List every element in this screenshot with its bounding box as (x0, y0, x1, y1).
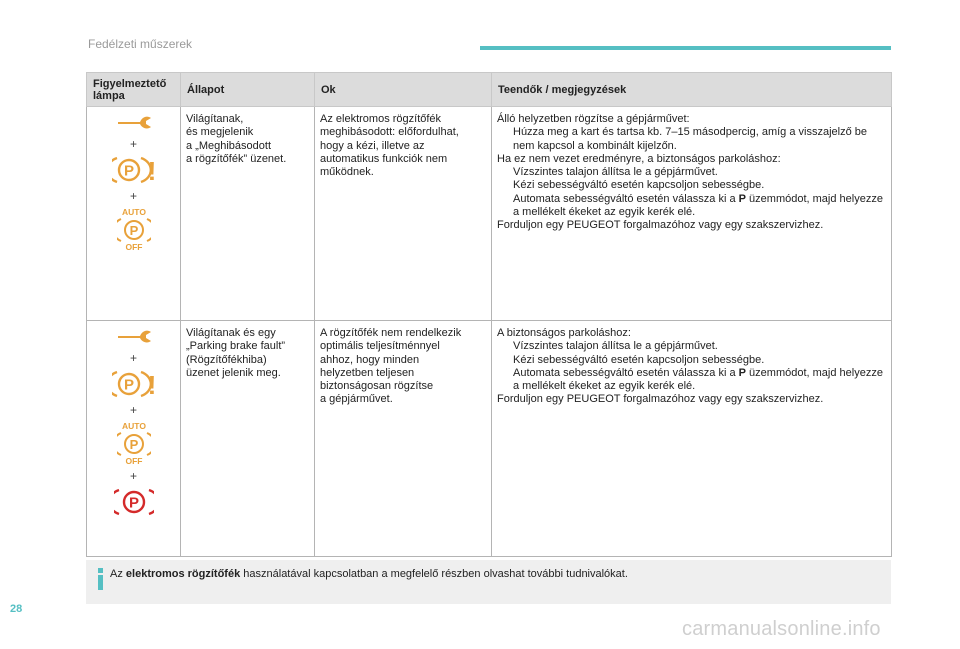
text-line: optimális teljesítménnyel (320, 340, 440, 353)
text-line: Világítanak, (186, 113, 244, 125)
bullet-text: Kézi sebességváltó esetén kapcsoljon sebességbe. (513, 353, 765, 366)
text-line: Forduljon egy PEUGEOT forgalmazóhoz vagy egy szakszervizhez. (497, 393, 824, 406)
text-line: biztonságosan rögzítse (320, 380, 434, 393)
actions-cell (492, 321, 892, 557)
off-label: OFF (125, 456, 142, 465)
text-line: A biztonságos parkoláshoz: (497, 327, 631, 339)
bullet-item (497, 166, 886, 179)
column-header-actions: Teendők / megjegyzések (492, 73, 892, 107)
column-header-state: Állapot (181, 73, 315, 107)
bullet-text: Automata sebességváltó esetén válassza ki a P üzemmódot, majd helyezze a mellékelt ékeket az egyik kerék elé. (513, 192, 883, 219)
cause-cell (315, 321, 492, 557)
p-letter: P (128, 494, 139, 512)
table-row (87, 321, 892, 557)
bullet-text: Vízszintes talajon állítsa le a gépjárművet. (513, 166, 718, 179)
text-line: „Parking brake fault” (186, 340, 286, 353)
info-note-text: Az elektromos rögzítőfék használatával kapcsolatban a megfelelő részben olvashat további tudnivalókat. (110, 568, 628, 580)
info-icon (96, 568, 106, 590)
gear-p-bold: P (738, 366, 746, 379)
text-line: Az elektromos rögzítőfék (320, 113, 442, 125)
actions-cell (492, 107, 892, 321)
text-line: üzenet jelenik meg. (186, 366, 281, 379)
text-line: automatikus funkciók nem (320, 152, 448, 165)
bullet-item (497, 193, 886, 220)
state-cell (181, 107, 315, 321)
text-line: Világítanak és egy (186, 327, 276, 339)
parking-brake-fault-icon (112, 369, 156, 399)
p-letter: P (129, 437, 138, 452)
info-note-box (86, 560, 891, 604)
exclamation-mark: ! (147, 370, 156, 399)
text-line: Ha ez nem vezet eredményre, a biztonságos parkoláshoz: (497, 152, 781, 165)
text-line: működnek. (320, 166, 374, 179)
text-line: meghibásodott: előfordulhat, (320, 126, 459, 139)
warning-lamp-table (86, 72, 892, 557)
p-letter: P (123, 376, 134, 394)
wrench-icon (116, 327, 152, 347)
auto-off-icon (117, 207, 151, 251)
header-accent-bar (480, 46, 891, 50)
bullet-text: Automata sebességváltó esetén válassza ki a P üzemmódot, majd helyezze a mellékelt ékeket az egyik kerék elé. (513, 366, 883, 393)
bullet-item (497, 126, 886, 153)
off-label: OFF (125, 242, 142, 251)
bullet-item (497, 340, 886, 353)
exclamation-mark: ! (147, 156, 156, 185)
watermark: carmanualsonline.info (682, 618, 881, 640)
parking-brake-red-icon (114, 487, 154, 517)
text-line: a rögzítőfék” üzenet. (186, 152, 287, 165)
text-line: helyzetben teljesen (320, 366, 415, 379)
page-number: 28 (10, 603, 23, 615)
bullet-text: Kézi sebességváltó esetén kapcsoljon sebességbe. (513, 179, 765, 192)
plus-sign: + (129, 351, 137, 365)
bullet-item (497, 354, 886, 367)
text-line: (Rögzítőfékhiba) (186, 353, 267, 366)
bullet-text: Vízszintes talajon állítsa le a gépjárművet. (513, 340, 718, 353)
cause-cell (315, 107, 492, 321)
text-line: hogy a kézi, illetve az (320, 139, 425, 152)
text-line: Forduljon egy PEUGEOT forgalmazóhoz vagy egy szakszervizhez. (497, 219, 824, 232)
wrench-icon (116, 113, 152, 133)
bullet-item (497, 367, 886, 394)
text-line: A rögzítőfék nem rendelkezik (320, 327, 462, 339)
column-header-cause: Ok (315, 73, 492, 107)
gear-p-bold: P (738, 192, 746, 205)
auto-off-icon (117, 421, 151, 465)
lamp-cell (87, 107, 181, 321)
bullet-text: Húzza meg a kart és tartsa kb. 7–15 másodpercig, amíg a visszajelző be nem kapcsol a kombinált kijelzőn. (513, 126, 868, 152)
text-line: a gépjárművet. (320, 393, 393, 406)
text-line: és megjelenik (186, 126, 254, 139)
state-cell (181, 321, 315, 557)
p-letter: P (123, 162, 134, 180)
table-row (87, 107, 892, 321)
info-bold-term: elektromos rögzítőfék (125, 568, 241, 580)
plus-sign: + (129, 403, 137, 417)
column-header-lamp: Figyelmeztető lámpa (87, 73, 181, 107)
plus-sign: + (129, 469, 137, 483)
text-line: Álló helyzetben rögzítse a gépjárművet: (497, 113, 690, 125)
plus-sign: + (129, 137, 137, 151)
plus-sign: + (129, 189, 137, 203)
text-line: a „Meghibásodott (186, 139, 271, 152)
auto-label: AUTO (121, 207, 146, 217)
lamp-cell (87, 321, 181, 557)
page-section-title: Fedélzeti műszerek (88, 37, 193, 51)
p-letter: P (129, 223, 138, 238)
table-header-row (87, 73, 892, 107)
text-line: ahhoz, hogy minden (320, 353, 420, 366)
parking-brake-fault-icon (112, 155, 156, 185)
auto-label: AUTO (121, 421, 146, 431)
bullet-item (497, 179, 886, 192)
